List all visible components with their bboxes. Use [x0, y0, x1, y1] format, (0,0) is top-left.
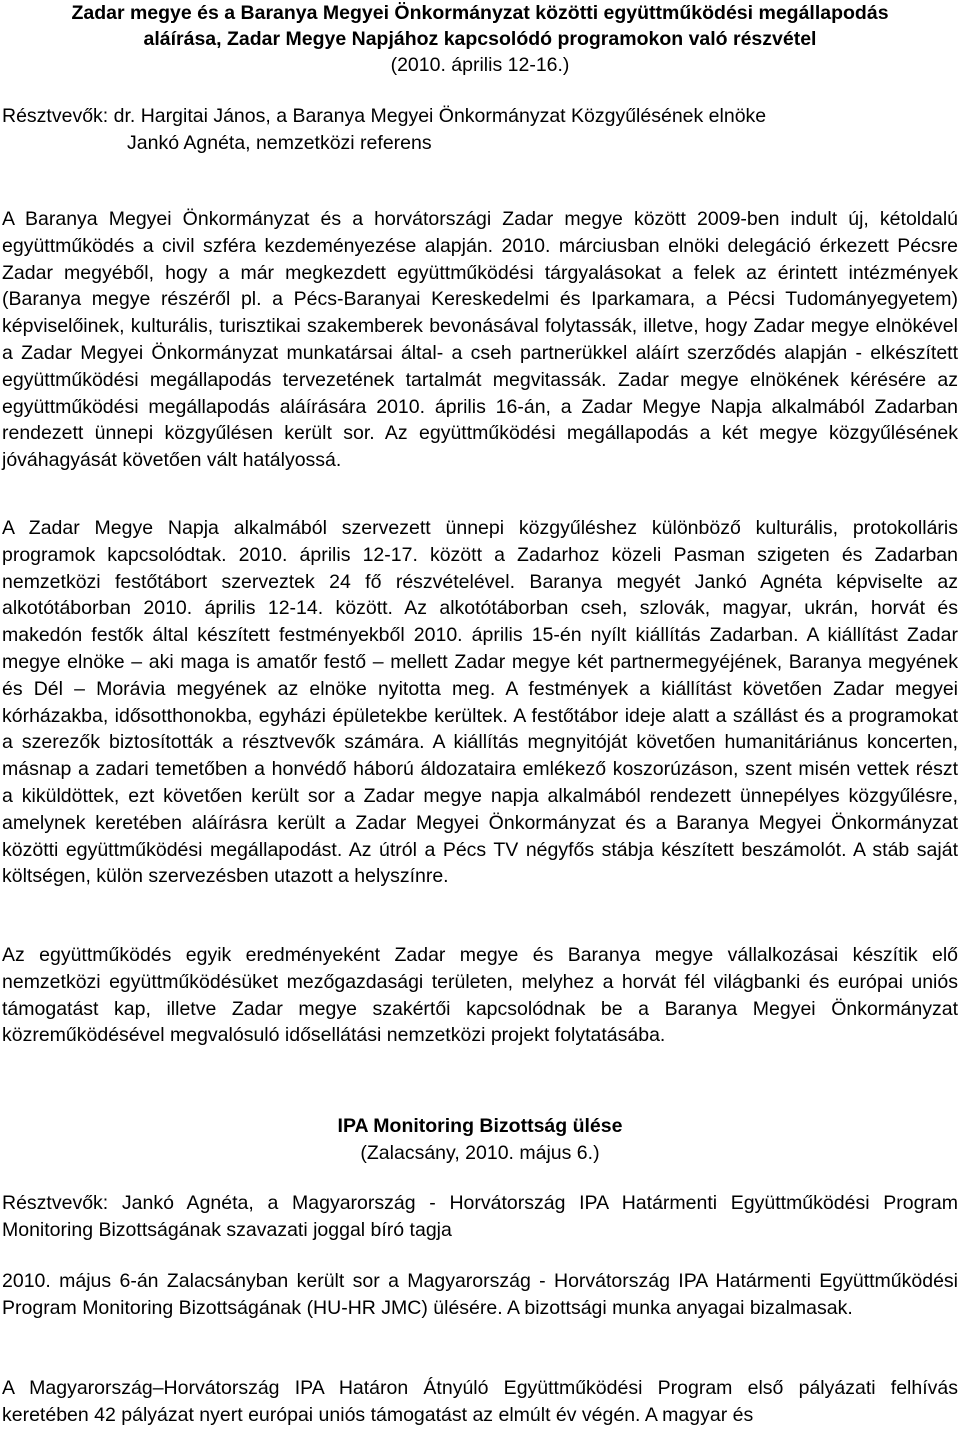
- participants-section-1: [2, 103, 958, 157]
- participants-section-2: Résztvevők: Jankó Agnéta, a Magyarország - Horvátország IPA Határmenti Együttműködési Program Monitoring Bizottságának szavazati joggal bíró tagja: [2, 1192, 958, 1241]
- participants-line-2: Jankó Agnéta, nemzetközi referens: [127, 131, 432, 154]
- title-line-1: Zadar megye és a Baranya Megyei Önkormányzat közötti együttműködési megállapodás: [71, 2, 889, 24]
- paragraph-first-call: A Magyarország–Horvátország IPA Határon Átnyúló Együttműködési Program első pályázati felhívás keretében 42 pályázat nyert európai uniós támogatást az elmúlt év végén. A magyar és: [2, 1377, 958, 1426]
- section-heading-ipa: [0, 1113, 960, 1167]
- section-title: IPA Monitoring Bizottság ülése: [337, 1115, 623, 1137]
- title-date: (2010. április 12-16.): [390, 54, 570, 76]
- paragraph-agreement-background: A Baranya Megyei Önkormányzat és a horvátországi Zadar megye között 2009-ben indult új, kétoldalú együttműködés a civil szféra kezdeményezése alapján. 2010. márciusban elnöki delegáció érkezett Pécsre Zadar megyéből, hogy a már megkezdett együttműködési tárgyalásokat a felek az érintett intézmények (Baranya megye részéről pl. a Pécs-Baranyai Kereskedelmi és Iparkamara, a Pécsi Tudományegyetem) képviselőinek, kulturális, turisztikai szakemberek bevonásával folytassák, illetve, hogy Zadar megye elnökével a Zadar Megyei Önkormányzat munkatársai által- a cseh partnerükkel aláírt szerződés alapján - elkészített együttműködési megállapodás tervezetének tartalmát megvitassák. Zadar megye elnökének kérésére az együttműködési megállapodás aláírására 2010. április 16-án, a Zadar Megye Napja alkalmából Zadarban rendezett ünnepi közgyűlésen került sor. Az együttműködési megállapodás a két megye közgyűlésének jóváhagyását követően vált hatályossá.: [2, 208, 958, 472]
- section-location-date: (Zalacsány, 2010. május 6.): [360, 1141, 600, 1164]
- paragraph-cooperation-results: Az együttműködés egyik eredményeként Zadar megye és Baranya megye vállalkozásai készítik elő nemzetközi együttműködésüket mezőgazdasági területen, melyhez a horvát fél világbanki és európai uniós támogatást kap, illetve Zadar megye szakértői kapcsolódnak be a Baranya Megyei Önkormányzat közreműködésével megvalósuló idősellátási nemzetközi projekt folytatásába.: [2, 944, 958, 1047]
- document-title: [0, 0, 960, 78]
- participants-line-1: Résztvevők: dr. Hargitai János, a Baranya Megyei Önkormányzat Közgyűlésének elnöke: [2, 105, 767, 127]
- paragraph-cultural-programs: A Zadar Megye Napja alkalmából szervezett ünnepi közgyűléshez különböző kulturális, protokolláris programok kapcsolódtak. 2010. április 12-17. között a Zadarhoz közeli Pasman szigeten és Zadarban nemzetközi festőtábort szerveztek 24 fő részvételével. Baranya megyét Jankó Agnéta képviselte az alkotótáborban 2010. április 12-14. között. Az alkotótáborban cseh, szlovák, magyar, ukrán, horvát és makedón festők által készített festményekből 2010. április 15-én nyílt kiállítás Zadarban. A kiállítást Zadar megye elnöke – aki maga is amatőr festő – mellett Zadar megye két partnermegyéjének, Baranya megyének és Dél – Morávia megyének az elnöke nyitotta meg. A festmények a kiállítást követően Zadar megyei kórházakba, idősotthonokba, egyházi épületekbe kerültek. A festőtábor ideje alatt a szállást és a programokat a szerezők biztosították a résztvevők számára. A kiállítás megnyitóját követően humanitáriánus koncerten, másnap a zadari temetőben a honvédő háború áldozataira emlékező koszorúzáson, szent misén vettek részt a kiküldöttek, ezt követően került sor a Zadar megye napja alkalmából rendezett ünnepélyes közgyűlésre, amelynek keretében aláírásra került a Zadar Megyei Önkormányzat és a Baranya Megyei Önkormányzat közötti együttműködési megállapodást. Az útról a Pécs TV négyfős stábja készített beszámolót. A stáb saját költségen, külön szervezésben utazott a helyszínre.: [2, 517, 958, 888]
- paragraph-monitoring-meeting: 2010. május 6-án Zalacsányban került sor a Magyarország - Horvátország IPA Határmenti Együttműködési Program Monitoring Bizottságának (HU-HR JMC) ülésére. A bizottsági munka anyagai bizalmasak.: [2, 1270, 958, 1319]
- title-line-2: aláírása, Zadar Megye Napjához kapcsolódó programokon való részvétel: [143, 28, 817, 50]
